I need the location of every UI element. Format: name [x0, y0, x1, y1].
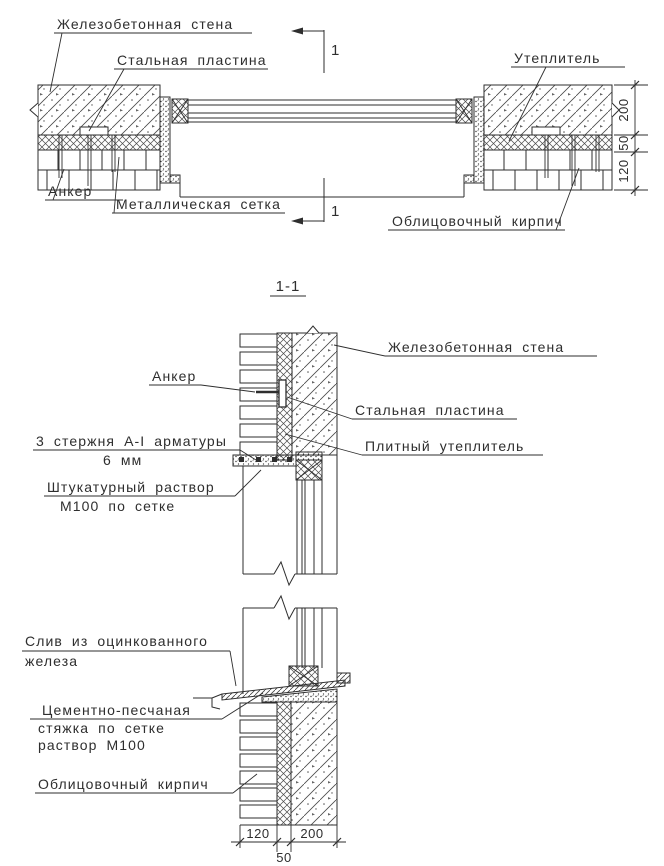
label-concrete-wall: Железобетонная стена [57, 16, 234, 32]
label-anchor: Анкер [48, 183, 93, 199]
label-screed-line2: стяжка по сетке [38, 720, 166, 736]
plan-right-wall [456, 85, 619, 190]
label-board-insulation: Плитный утеплитель [365, 438, 525, 454]
window-frame-plan [180, 100, 464, 197]
label-anchor: Анкер [152, 368, 197, 384]
section-title-text: 1-1 [275, 278, 301, 295]
label-rebar-line2: 6 мм [103, 452, 143, 468]
window-jamb-right [456, 99, 472, 123]
break-line [243, 562, 337, 585]
label-concrete-wall: Железобетонная стена [388, 339, 565, 355]
section-title [270, 278, 306, 296]
label-drip-line1: Слив из оцинкованного [25, 633, 208, 649]
label-metal-mesh: Металлическая сетка [116, 196, 281, 212]
dim-gap-50: 50 [616, 135, 631, 151]
section-mark-label: 1 [331, 203, 340, 220]
label-steel-plate: Стальная пластина [117, 52, 267, 68]
steel-plate [532, 127, 560, 135]
frame-verticals [243, 455, 337, 574]
label-drip-line2: железа [25, 653, 79, 669]
label-facing-brick: Облицовочный кирпич [392, 213, 563, 229]
label-facing-brick: Облицовочный кирпич [38, 776, 209, 792]
sill-section [22, 596, 350, 865]
label-insulation: Утеплитель [514, 50, 601, 66]
plaster-strip [233, 455, 296, 466]
break-line [243, 596, 337, 619]
sill-callouts [22, 633, 263, 793]
section-mark-top [291, 28, 339, 74]
label-rebar-line1: 3 стержня А-I арматуры [36, 433, 227, 449]
sill-dimensions [231, 825, 346, 865]
label-plaster-line1: Штукатурный раствор [47, 479, 215, 495]
section-mark-bottom [291, 178, 339, 225]
plan-left-wall [30, 85, 188, 190]
window-jamb-left [172, 99, 188, 123]
section-mark-label: 1 [331, 42, 340, 59]
dim-wall-200: 200 [616, 98, 631, 122]
label-screed-line1: Цементно-песчаная [42, 702, 191, 718]
head-section [33, 326, 597, 585]
brick-courses [240, 703, 277, 818]
brick-courses [240, 334, 277, 455]
dim-brick-120: 120 [616, 159, 631, 183]
label-steel-plate: Стальная пластина [355, 402, 505, 418]
frame-sill [289, 666, 318, 686]
plan-dimensions [614, 80, 648, 196]
frame-head [296, 452, 322, 480]
label-plaster-line2: М100 по сетке [60, 498, 176, 514]
label-screed-line3: раствор М100 [38, 737, 146, 753]
dim-gap-50: 50 [276, 850, 292, 865]
dim-wall-200: 200 [300, 826, 324, 841]
plan-view [30, 16, 648, 230]
steel-plate [80, 127, 108, 135]
steel-plate [279, 380, 286, 407]
dim-brick-120: 120 [246, 826, 270, 841]
